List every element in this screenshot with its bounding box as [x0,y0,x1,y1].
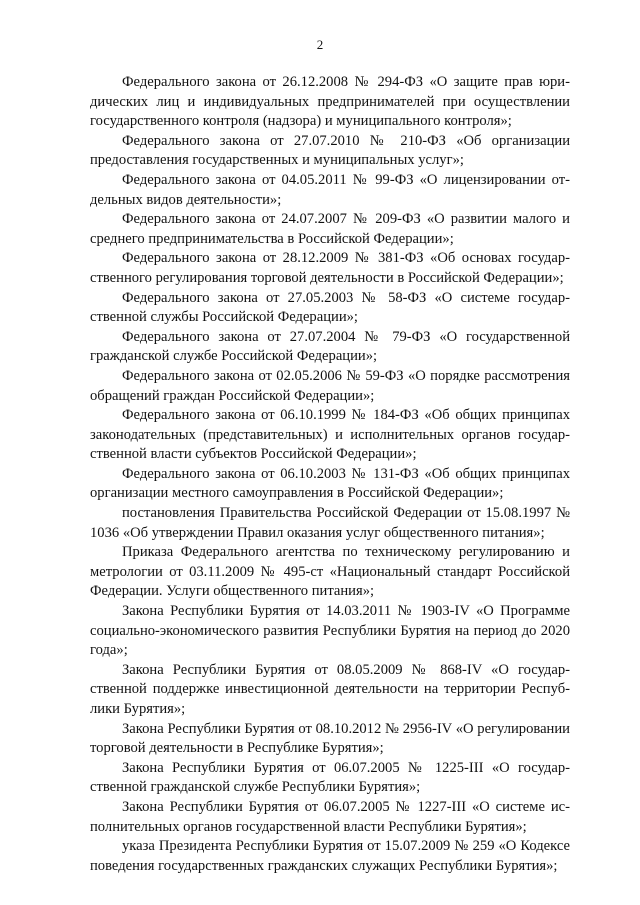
paragraph: Федерального закона от 28.12.2009 № 381-ФЗ «Об основах государственного регулирования торговой деятельности в Российской Федерации»; [90,250,570,286]
paragraph: Федерального закона от 24.07.2007 № 209-ФЗ «О развитии малого и среднего предпринимательства в Российской Федерации»; [90,211,570,247]
paragraph: Федерального закона от 26.12.2008 № 294-ФЗ «О защите прав юридических лиц и индивидуальных предпринимателей при осуществлении государственного контроля (надзора) и муниципального контроля»; [90,74,570,130]
document-body [90,73,570,876]
page-number: 2 [316,37,324,52]
paragraph: Федерального закона от 04.05.2011 № 99-ФЗ «О лицензировании отдельных видов деятельности»; [90,171,570,208]
paragraph: Федерального закона от 27.05.2003 № 58-ФЗ «О системе государственной службы Российской Федерации»; [90,289,570,326]
paragraph: Федерального закона от 06.10.1999 № 184-ФЗ «Об общих принципах законодательных (представительных) и исполнительных органов государственной власти субъектов Российской Федерации»; [90,407,570,463]
paragraph: Федерального закона от 27.07.2004 № 79-ФЗ «О государственной гражданской службе Российской Федерации»; [90,328,570,365]
paragraph: Федерального закона от 27.07.2010 № 210-ФЗ «Об организации предоставления государственных и муниципальных услуг»; [90,132,570,169]
paragraph: Федерального закона от 06.10.2003 № 131-ФЗ «Об общих принципах организации местного самоуправления в Российской Федерации»; [90,465,570,502]
paragraph: Закона Республики Бурятия от 06.07.2005 № 1225-III «О государственной гражданской службе Республики Бурятия»; [90,759,570,796]
paragraph: Федерального закона от 02.05.2006 № 59-ФЗ «О порядке рассмотрения обращений граждан Российской Федерации»; [90,367,570,404]
paragraph: Закона Республики Бурятия от 08.05.2009 № 868-IV «О государственной поддержке инвестиционной деятельности на территории Республики Бурятия»; [90,661,570,717]
paragraph: Закона Республики Бурятия от 14.03.2011 № 1903-IV «О Программе социально-экономического развития Республики Бурятия на период до 2020 года»; [90,603,570,659]
paragraph: Закона Республики Бурятия от 06.07.2005 № 1227-III «О системе исполнительных органов государственной власти Республики Бурятия»; [90,798,570,835]
paragraph: Приказа Федерального агентства по техническому регулированию и метрологии от 03.11.2009 № 495-ст «Национальный стандарт Российской Федерации. Услуги общественного питания»; [90,544,570,600]
paragraph: указа Президента Республики Бурятия от 15.07.2009 № 259 «О Кодексе поведения государственных гражданских служащих Республики Бурятия»; [90,838,570,874]
paragraph: Закона Республики Бурятия от 08.10.2012 № 2956-IV «О регулировании торговой деятельности в Республике Бурятия»; [90,720,570,757]
paragraph: постановления Правительства Российской Федерации от 15.08.1997 № 1036 «Об утверждении Правил оказания услуг общественного питания»; [90,505,570,541]
